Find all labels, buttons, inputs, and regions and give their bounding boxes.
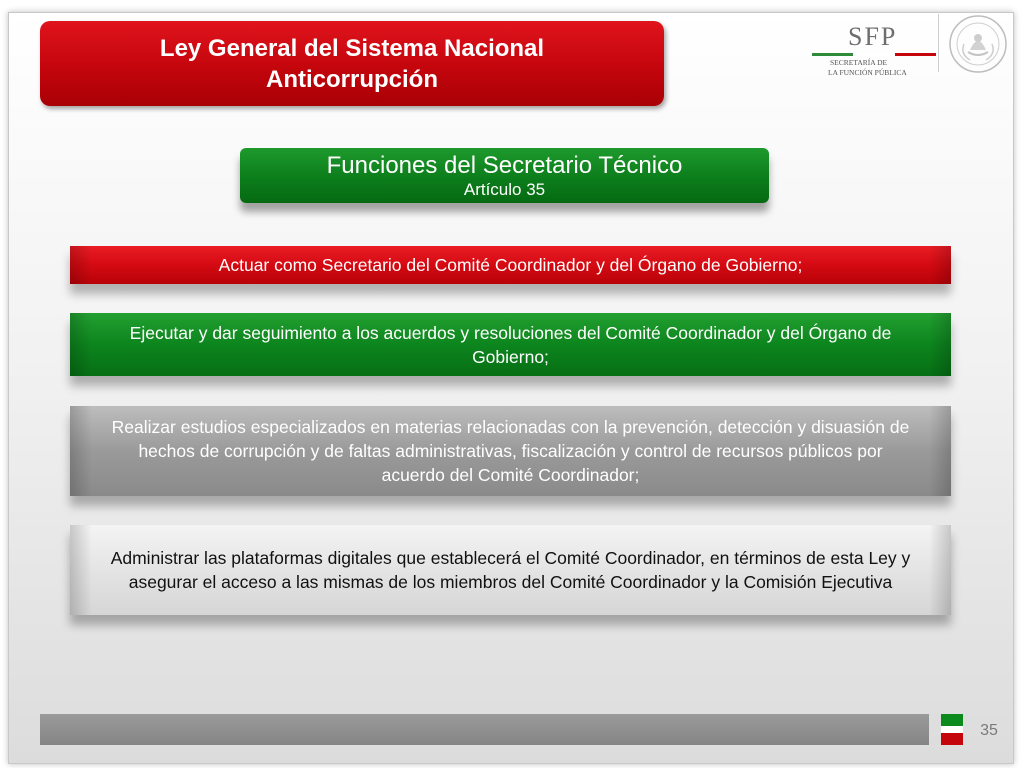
slide-title bbox=[40, 21, 664, 106]
function-item-text: Administrar las plataformas digitales que establecerá el Comité Coordinador, en términos de esta Ley y asegurar el acceso a las mismas de los miembros del Comité Coordinador y la Comisión Ejecutiva bbox=[110, 548, 911, 592]
slide-title-line2: Anticorrupción bbox=[266, 65, 438, 93]
page-number: 35 bbox=[980, 722, 998, 739]
mexico-seal-icon bbox=[948, 14, 1008, 74]
sfp-logo-subtitle-line2: LA FUNCIÓN PÚBLICA bbox=[828, 68, 907, 77]
section-header-article: Artículo 35 bbox=[463, 179, 546, 199]
sfp-logo-stripe bbox=[812, 53, 936, 56]
slide-title-line1: Ley General del Sistema Nacional bbox=[159, 34, 545, 62]
function-item-4 bbox=[70, 525, 951, 615]
section-header bbox=[240, 148, 769, 203]
logo-divider bbox=[938, 14, 939, 72]
footer-bar bbox=[40, 714, 929, 745]
sfp-logo-subtitle-line1: SECRETARÍA DE bbox=[830, 58, 888, 67]
function-item-text: Realizar estudios especializados en materias relacionadas con la prevención, detección y disuasión de hechos de corrupción y de faltas administrativas, fiscalización y control de recursos públicos por acuerdo del Comité Coordinador; bbox=[111, 417, 910, 485]
function-item-2 bbox=[70, 313, 951, 376]
sfp-logo-subtitle bbox=[828, 58, 907, 78]
function-item-text: Ejecutar y dar seguimiento a los acuerdos y resoluciones del Comité Coordinador y del Órgano de Gobierno; bbox=[129, 322, 892, 367]
sfp-logo-name: SFP bbox=[848, 22, 898, 51]
function-item-1 bbox=[70, 246, 951, 284]
slide bbox=[8, 12, 1014, 764]
function-item-3 bbox=[70, 406, 951, 496]
sfp-logo-icon bbox=[812, 22, 936, 78]
flag-green-red-icon bbox=[941, 714, 963, 745]
function-item-text: Actuar como Secretario del Comité Coordinador y del Órgano de Gobierno; bbox=[218, 255, 803, 275]
section-header-title: Funciones del Secretario Técnico bbox=[326, 151, 683, 179]
